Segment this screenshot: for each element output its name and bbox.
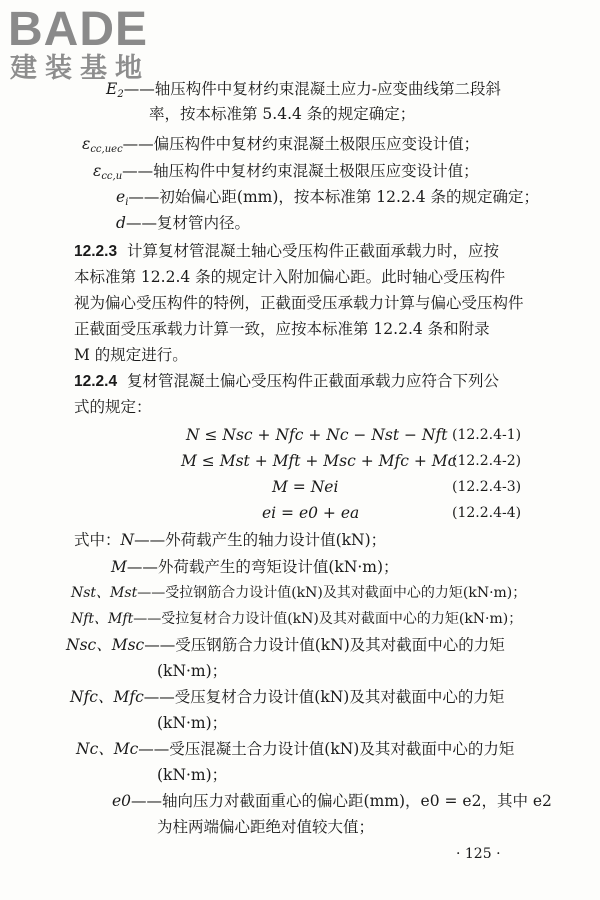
- equation-row: [0, 449, 600, 473]
- definition-continuation: (kN·m)；: [157, 662, 228, 680]
- equation: M ≤ Mst + Mft + Msc + Mfc + Mc: [181, 452, 457, 470]
- definition-continuation: 率，按本标准第 5.4.4 条的规定确定；: [149, 105, 416, 123]
- equation: M = Nei: [272, 478, 339, 496]
- equation-number: (12.2.4-4): [452, 505, 522, 521]
- definition-line: M——外荷载产生的弯矩设计值(kN·m)；: [111, 558, 399, 576]
- paragraph-line: 视为偏心受压构件的特例，正截面受压承载力计算与偏心受压构件: [74, 294, 524, 312]
- definition-line: $e_i——$初始偏心距(mm)，按本标准第 12.2.4 条的规定确定；: [116, 188, 540, 208]
- clause-12-2-4-first-line: 12.2.4 复材管混凝土偏心受压构件正截面承载力应符合下列公: [74, 372, 499, 390]
- definition-line: Nft、Mft——受拉复材合力设计值(kN)及其对截面中心的力矩(kN·m)；: [71, 611, 523, 627]
- clause-number: 12.2.4: [74, 373, 118, 390]
- definition-line: Nst、Mst——受拉钢筋合力设计值(kN)及其对截面中心的力矩(kN·m)；: [71, 585, 527, 601]
- equation-number: (12.2.4-2): [452, 453, 522, 469]
- equation-number: (12.2.4-3): [452, 479, 522, 495]
- paragraph-line: 式的规定：: [74, 398, 152, 416]
- equation-number: (12.2.4-1): [452, 427, 522, 443]
- paragraph-line: 本标准第 12.2.4 条的规定计入附加偏心距。此时轴心受压构件: [74, 268, 506, 286]
- equation-row: [0, 475, 600, 499]
- definition-line: $\varepsilon_{cc,uec}——$偏压构件中复材约束混凝土极限压应变设计值；: [82, 135, 480, 155]
- definition-continuation: (kN·m)；: [157, 766, 228, 784]
- paragraph-line: M 的规定进行。: [74, 346, 188, 364]
- definition-line: d——复材管内径。: [116, 214, 250, 232]
- definition-line: Nfc、Mfc——受压复材合力设计值(kN)及其对截面中心的力矩: [70, 688, 505, 706]
- where-label: 式中：: [74, 531, 121, 549]
- definition-line: Nc、Mc——受压混凝土合力设计值(kN)及其对截面中心的力矩: [76, 740, 515, 758]
- definition-line: e0——轴向压力对截面重心的偏心距(mm)，e0 = e2，其中 e2: [112, 792, 552, 810]
- page-number: · 125 ·: [456, 846, 501, 862]
- definition-line: $E_2——$轴压构件中复材约束混凝土应力-应变曲线第二段斜: [106, 80, 501, 100]
- definition-continuation: (kN·m)；: [157, 714, 228, 732]
- clause-number: 12.2.3: [74, 243, 118, 260]
- definition-line: $\varepsilon_{cc,u}——$轴压构件中复材约束混凝土极限压应变设计值；: [93, 162, 479, 182]
- logo-brand: BADE: [8, 3, 149, 56]
- definition-line: 式中：N——外荷载产生的轴力设计值(kN)；: [74, 531, 387, 549]
- equation: ei = e0 + ea: [262, 504, 360, 522]
- equation: N ≤ Nsc + Nfc + Nc − Nst − Nft: [186, 426, 448, 444]
- equation-row: [0, 501, 600, 525]
- paragraph-line: 正截面受压承载力计算一致，应按本标准第 12.2.4 条和附录: [74, 320, 490, 338]
- logo-subtitle: 建装基地: [10, 53, 150, 84]
- equation-row: [0, 423, 600, 447]
- definition-line: Nsc、Msc——受压钢筋合力设计值(kN)及其对截面中心的力矩: [66, 636, 505, 654]
- clause-12-2-3-first-line: 12.2.3 计算复材管混凝土轴心受压构件正截面承载力时，应按: [74, 242, 499, 260]
- definition-continuation: 为柱两端偏心距绝对值较大值；: [157, 818, 375, 836]
